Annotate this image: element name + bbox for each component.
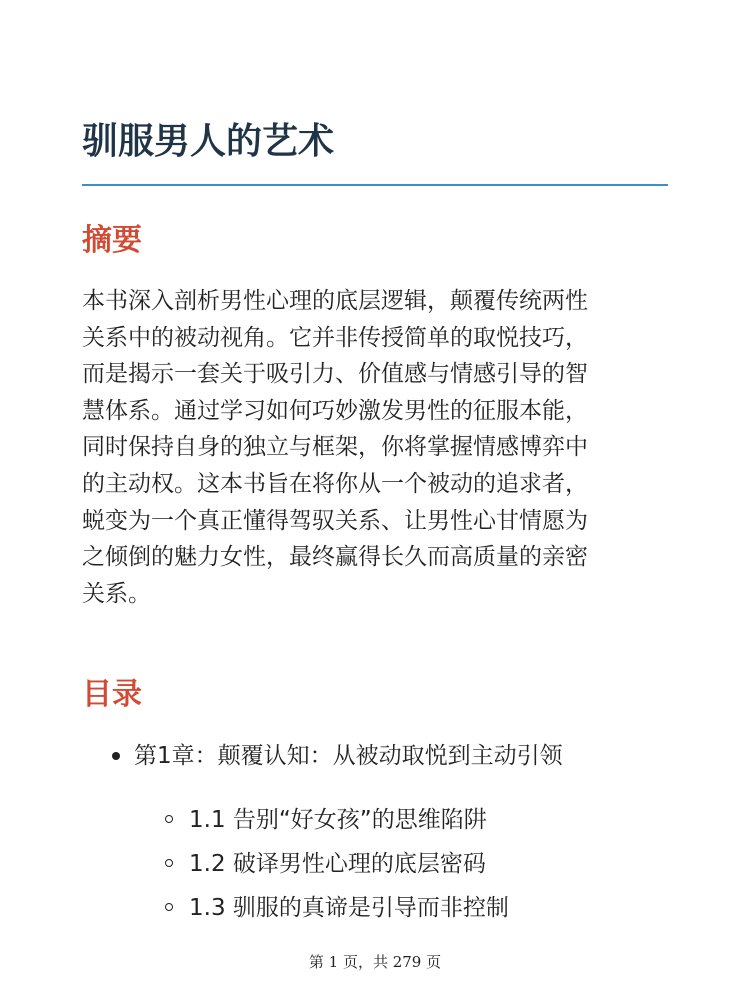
abstract-line: 关系。 xyxy=(82,580,151,607)
bullet-disc-icon xyxy=(112,752,120,760)
document-title: 驯服男人的艺术 xyxy=(82,121,335,162)
table-of-contents xyxy=(82,734,668,930)
abstract-line: 同时保持自身的独立与框架，你将掌握情感博弈中 xyxy=(82,434,588,461)
abstract-line: 之倾倒的魅力女性，最终赢得长久而高质量的亲密 xyxy=(82,544,588,571)
abstract-paragraph xyxy=(82,283,668,612)
toc-section-label: 1.3 驯服的真谛是引导而非控制 xyxy=(189,895,509,921)
toc-section-item[interactable] xyxy=(82,842,668,886)
toc-section-label: 1.2 破译男性心理的底层密码 xyxy=(189,851,486,877)
abstract-line: 关系中的被动视角。它并非传授简单的取悦技巧， xyxy=(82,324,588,351)
page-number-footer: 第 1 页，共 279 页 xyxy=(308,953,442,971)
toc-section-item[interactable] xyxy=(82,798,668,842)
bullet-circle-icon xyxy=(165,815,173,823)
abstract-line: 的主动权。这本书旨在将你从一个被动的追求者， xyxy=(82,470,588,497)
toc-heading: 目录 xyxy=(82,677,142,712)
bullet-circle-icon xyxy=(165,859,173,867)
abstract-line: 而是揭示一套关于吸引力、价值感与情感引导的智 xyxy=(82,361,588,388)
toc-section-item[interactable] xyxy=(82,886,668,930)
bullet-circle-icon xyxy=(165,903,173,911)
title-divider xyxy=(82,184,668,186)
toc-chapter-label: 第1章：颠覆认知：从被动取悦到主动引领 xyxy=(134,743,563,769)
abstract-line: 慧体系。通过学习如何巧妙激发男性的征服本能， xyxy=(82,397,588,424)
summary-heading: 摘要 xyxy=(82,223,142,258)
abstract-line: 蜕变为一个真正懂得驾驭关系、让男性心甘情愿为 xyxy=(82,507,588,534)
toc-section-label: 1.1 告别“好女孩”的思维陷阱 xyxy=(189,807,487,833)
toc-chapter-item[interactable] xyxy=(82,734,668,778)
abstract-line: 本书深入剖析男性心理的底层逻辑，颠覆传统两性 xyxy=(82,288,588,314)
